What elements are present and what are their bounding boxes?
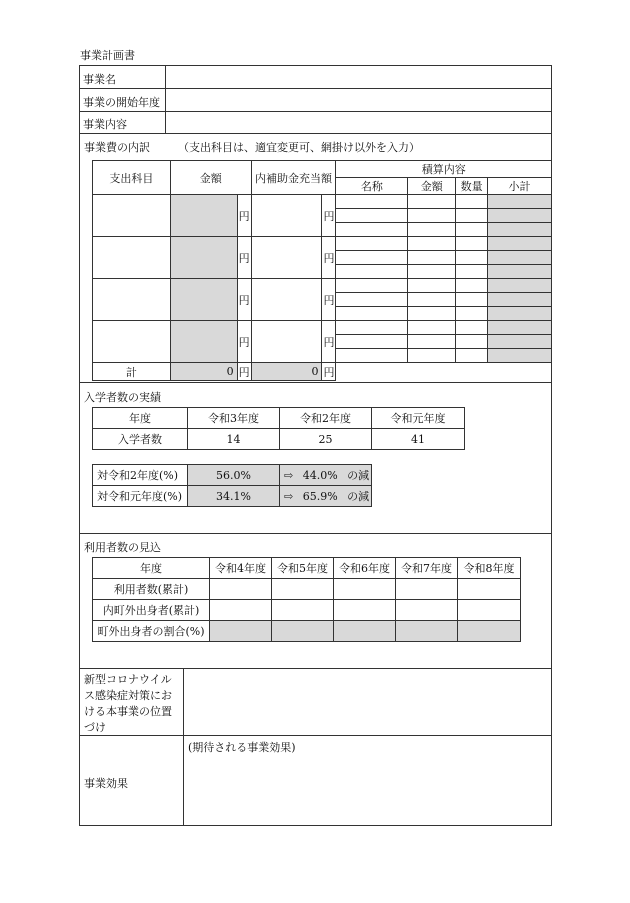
calc-qty[interactable] [456, 237, 488, 251]
yen-unit: 円 [237, 195, 251, 237]
calc-qty[interactable] [456, 195, 488, 209]
calc-amount[interactable] [408, 293, 456, 307]
calc-name[interactable] [336, 293, 408, 307]
covid-input[interactable] [184, 669, 551, 735]
input-project-name[interactable] [166, 66, 551, 88]
input-start-year[interactable] [166, 89, 551, 111]
year-r6: 令和6年度 [334, 558, 396, 579]
subsidy-cell[interactable] [251, 195, 322, 237]
users-cell[interactable] [458, 600, 521, 621]
col-amount: 金額 [170, 161, 251, 195]
cmp-label: 対令和2年度(%) [93, 465, 188, 486]
calc-subtotal [488, 251, 552, 265]
calc-subtotal [488, 209, 552, 223]
calc-amount[interactable] [408, 209, 456, 223]
calc-subtotal [488, 321, 552, 335]
total-amount: 0 [170, 363, 237, 381]
arrow-right-icon: ⇨ [284, 490, 294, 503]
calc-name[interactable] [336, 279, 408, 293]
users-cell[interactable] [396, 579, 458, 600]
users-table [92, 557, 521, 642]
calc-name[interactable] [336, 195, 408, 209]
users-cell[interactable] [210, 579, 272, 600]
ratio-cell [396, 621, 458, 642]
year-r1: 令和元年度 [372, 408, 465, 429]
item-cell[interactable] [93, 321, 171, 363]
subsidy-cell[interactable] [251, 279, 322, 321]
calc-name[interactable] [336, 349, 408, 363]
col-subsidy: 内補助金充当額 [251, 161, 336, 195]
amount-cell [170, 279, 237, 321]
calc-qty[interactable] [456, 349, 488, 363]
admissions-title: 入学者数の実績 [84, 391, 161, 404]
sub-amount: 金額 [408, 178, 456, 195]
users-cell[interactable] [334, 600, 396, 621]
calc-amount[interactable] [408, 223, 456, 237]
calc-subtotal [488, 335, 552, 349]
divider [79, 133, 552, 134]
year-r7: 令和7年度 [396, 558, 458, 579]
col-year: 年度 [93, 558, 210, 579]
col-calc: 積算内容 [336, 161, 552, 178]
users-cell[interactable] [272, 579, 334, 600]
calc-subtotal [488, 349, 552, 363]
ratio-cell [458, 621, 521, 642]
calc-qty[interactable] [456, 223, 488, 237]
input-project-content[interactable] [166, 112, 551, 133]
calc-amount[interactable] [408, 321, 456, 335]
year-r2: 令和2年度 [280, 408, 372, 429]
sub-name: 名称 [336, 178, 408, 195]
expense-title: 事業費の内訳 [84, 141, 150, 154]
label-start-year: 事業の開始年度 [83, 96, 160, 109]
calc-qty[interactable] [456, 307, 488, 321]
calc-name[interactable] [336, 321, 408, 335]
divider [79, 382, 552, 383]
label-project-content: 事業内容 [83, 118, 127, 131]
calc-subtotal [488, 279, 552, 293]
total-subsidy: 0 [251, 363, 322, 381]
item-cell[interactable] [93, 279, 171, 321]
effect-input[interactable]: (期待される事業効果) [188, 741, 296, 754]
calc-amount[interactable] [408, 237, 456, 251]
users-cell[interactable] [396, 600, 458, 621]
col-item: 支出科目 [93, 161, 171, 195]
users-cell[interactable] [334, 579, 396, 600]
yen-unit: 円 [237, 279, 251, 321]
calc-subtotal [488, 307, 552, 321]
amount-cell [170, 321, 237, 363]
admissions-r3: 14 [188, 429, 280, 450]
label-project-name: 事業名 [83, 73, 116, 86]
calc-amount[interactable] [408, 335, 456, 349]
users-cell[interactable] [210, 600, 272, 621]
calc-name[interactable] [336, 223, 408, 237]
year-r8: 令和8年度 [458, 558, 521, 579]
calc-subtotal [488, 265, 552, 279]
calc-name[interactable] [336, 307, 408, 321]
effect-label: 事業効果 [84, 777, 128, 790]
users-cell[interactable] [272, 600, 334, 621]
expense-note: （支出科目は、適宜変更可、網掛け以外を入力） [178, 141, 420, 154]
calc-qty[interactable] [456, 335, 488, 349]
row-users: 利用者数(累計) [93, 579, 210, 600]
calc-name[interactable] [336, 251, 408, 265]
divider [79, 533, 552, 534]
calc-name[interactable] [336, 209, 408, 223]
sub-qty: 数量 [456, 178, 488, 195]
calc-subtotal [488, 237, 552, 251]
yen-unit: 円 [322, 363, 336, 381]
calc-amount[interactable] [408, 265, 456, 279]
admissions-table [92, 407, 465, 450]
calc-name[interactable] [336, 265, 408, 279]
cmp-pct: 56.0% [188, 465, 280, 486]
yen-unit: 円 [237, 237, 251, 279]
arrow-right-icon: ⇨ [284, 469, 294, 482]
row-outside-users: 内町外出身者(累計) [93, 600, 210, 621]
cmp-pct: 34.1% [188, 486, 280, 507]
calc-subtotal [488, 195, 552, 209]
sub-subtotal: 小計 [488, 178, 552, 195]
calc-name[interactable] [336, 335, 408, 349]
comparison-table [92, 464, 372, 507]
calc-qty[interactable] [456, 265, 488, 279]
calc-amount[interactable] [408, 279, 456, 293]
calc-amount[interactable] [408, 307, 456, 321]
yen-unit: 円 [322, 237, 336, 279]
amount-cell [170, 237, 237, 279]
cmp-diff: ⇨ 65.9% の減 [280, 486, 372, 507]
ratio-cell [272, 621, 334, 642]
ratio-cell [334, 621, 396, 642]
cmp-label: 対令和元年度(%) [93, 486, 188, 507]
row-outside-ratio: 町外出身者の割合(%) [93, 621, 210, 642]
cmp-diff: ⇨ 44.0% の減 [280, 465, 372, 486]
yen-unit: 円 [237, 321, 251, 363]
subsidy-cell[interactable] [251, 237, 322, 279]
yen-unit: 円 [237, 363, 251, 381]
col-year: 年度 [93, 408, 188, 429]
item-cell[interactable] [93, 237, 171, 279]
year-r3: 令和3年度 [188, 408, 280, 429]
calc-amount[interactable] [408, 349, 456, 363]
total-blank [336, 363, 552, 381]
admissions-r1: 41 [372, 429, 465, 450]
yen-unit: 円 [322, 321, 336, 363]
row-admissions: 入学者数 [93, 429, 188, 450]
year-r5: 令和5年度 [272, 558, 334, 579]
calc-qty[interactable] [456, 293, 488, 307]
calc-qty[interactable] [456, 209, 488, 223]
admissions-r2: 25 [280, 429, 372, 450]
document-title: 事業計画書 [80, 49, 135, 62]
calc-subtotal [488, 223, 552, 237]
year-r4: 令和4年度 [210, 558, 272, 579]
calc-qty[interactable] [456, 321, 488, 335]
calc-qty[interactable] [456, 279, 488, 293]
users-cell[interactable] [458, 579, 521, 600]
amount-cell [170, 195, 237, 237]
item-cell[interactable] [93, 195, 171, 237]
covid-label: 新型コロナウイルス感染症対策における本事業の位置づけ [84, 673, 172, 734]
calc-amount[interactable] [408, 195, 456, 209]
expense-table [92, 160, 552, 381]
yen-unit: 円 [322, 195, 336, 237]
yen-unit: 円 [322, 279, 336, 321]
calc-qty[interactable] [456, 251, 488, 265]
calc-amount[interactable] [408, 251, 456, 265]
users-title: 利用者数の見込 [84, 541, 161, 554]
subsidy-cell[interactable] [251, 321, 322, 363]
total-label: 計 [93, 363, 171, 381]
calc-subtotal [488, 293, 552, 307]
ratio-cell [210, 621, 272, 642]
calc-name[interactable] [336, 237, 408, 251]
